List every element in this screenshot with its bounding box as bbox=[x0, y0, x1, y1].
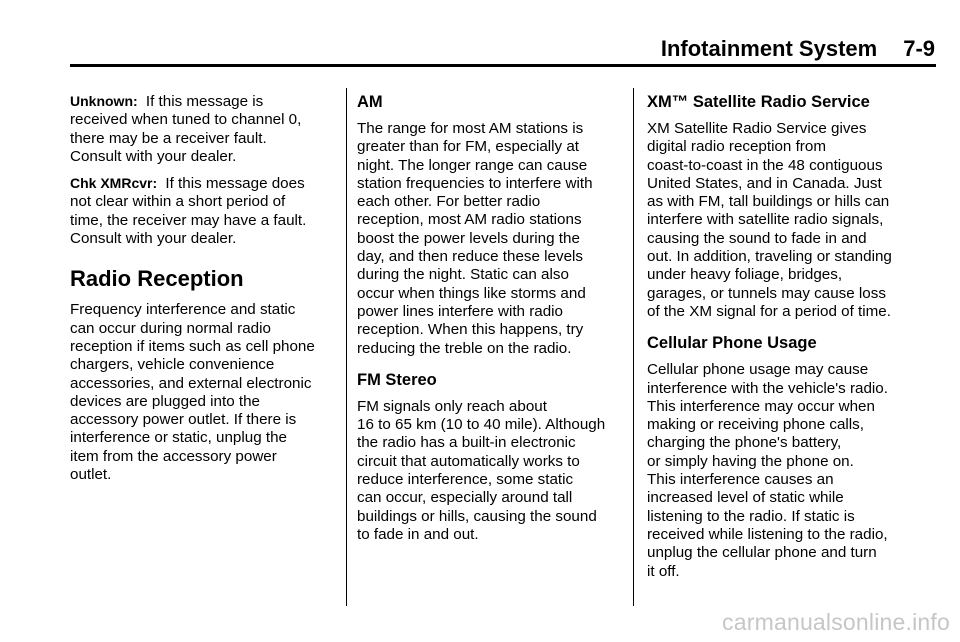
column-divider-1 bbox=[346, 88, 347, 606]
cellular-phone-paragraph: Cellular phone usage may cause interference with the vehicle's radio. This interference may occur when making or receiving phone calls, charging the phone's battery, or simply having the phone on. This interference causes an increased level of static while listening to the radio. If static is received while listening to the radio, unplug the cellular phone and turn it off. bbox=[647, 361, 888, 580]
xm-satellite-paragraph: XM Satellite Radio Service gives digital radio reception from coast-to-coast in the 48 contiguous United States, and in Canada. Just as with FM, tall buildings or hills can interfere with satellite radio signals, causing the sound to fade in and out. In addition, traveling or standing under heavy foliage, bridges, garages, or tunnels may cause loss of the XM signal for a period of time. bbox=[647, 120, 892, 320]
running-header bbox=[661, 36, 935, 62]
column-2 bbox=[357, 92, 619, 552]
column-3 bbox=[647, 92, 929, 589]
page-number: 7-9 bbox=[903, 36, 935, 61]
header-rule bbox=[70, 64, 936, 67]
cellular-phone-heading: Cellular Phone Usage bbox=[647, 334, 817, 353]
column-1 bbox=[70, 92, 340, 492]
am-heading: AM bbox=[357, 93, 383, 111]
column-divider-2 bbox=[633, 88, 634, 606]
radio-reception-paragraph: Frequency interference and static can occur during normal radio reception if items such as cell phone chargers, vehicle convenience accessories, and external electronic devices are plugged into the accessory power outlet. If there is interference or static, unplug the item from the accessory power outlet. bbox=[70, 301, 315, 484]
fm-stereo-paragraph: FM signals only reach about 16 to 65 km (10 to 40 mile). Although the radio has a built-in electronic circuit that automatically works to reduce interference, some static can occur, especially around tall buildings or hills, causing the sound to fade in and out. bbox=[357, 397, 606, 543]
radio-reception-heading: Radio Reception bbox=[70, 266, 244, 292]
section-title: Infotainment System bbox=[660, 36, 878, 61]
unknown-term: Unknown: bbox=[70, 93, 138, 109]
am-paragraph: The range for most AM stations is greater than for FM, especially at night. The longer range can cause station frequencies to interfere with each other. For better radio reception, most AM radio stations boost the power levels during the day, and then reduce these levels during the night. Static can also occur when things like storms and power lines interfere with radio reception. When this happens, try reducing the treble on the radio. bbox=[357, 120, 593, 357]
fm-stereo-heading: FM Stereo bbox=[357, 370, 437, 389]
watermark: carmanualsonline.info bbox=[722, 609, 950, 635]
chk-xmrcvr-paragraph: Chk XMRcvr: If this message does not clear within a short period of time, the receiver may have a fault. Consult with your dealer. bbox=[70, 175, 307, 248]
xm-satellite-heading: XM™ Satellite Radio Service bbox=[647, 93, 870, 111]
chk-xmrcvr-term: Chk XMRcvr: bbox=[70, 175, 158, 192]
unknown-message-paragraph: Unknown: If this message is received when tuned to channel 0, there may be a receiver fault. Consult with your dealer. bbox=[70, 93, 302, 165]
